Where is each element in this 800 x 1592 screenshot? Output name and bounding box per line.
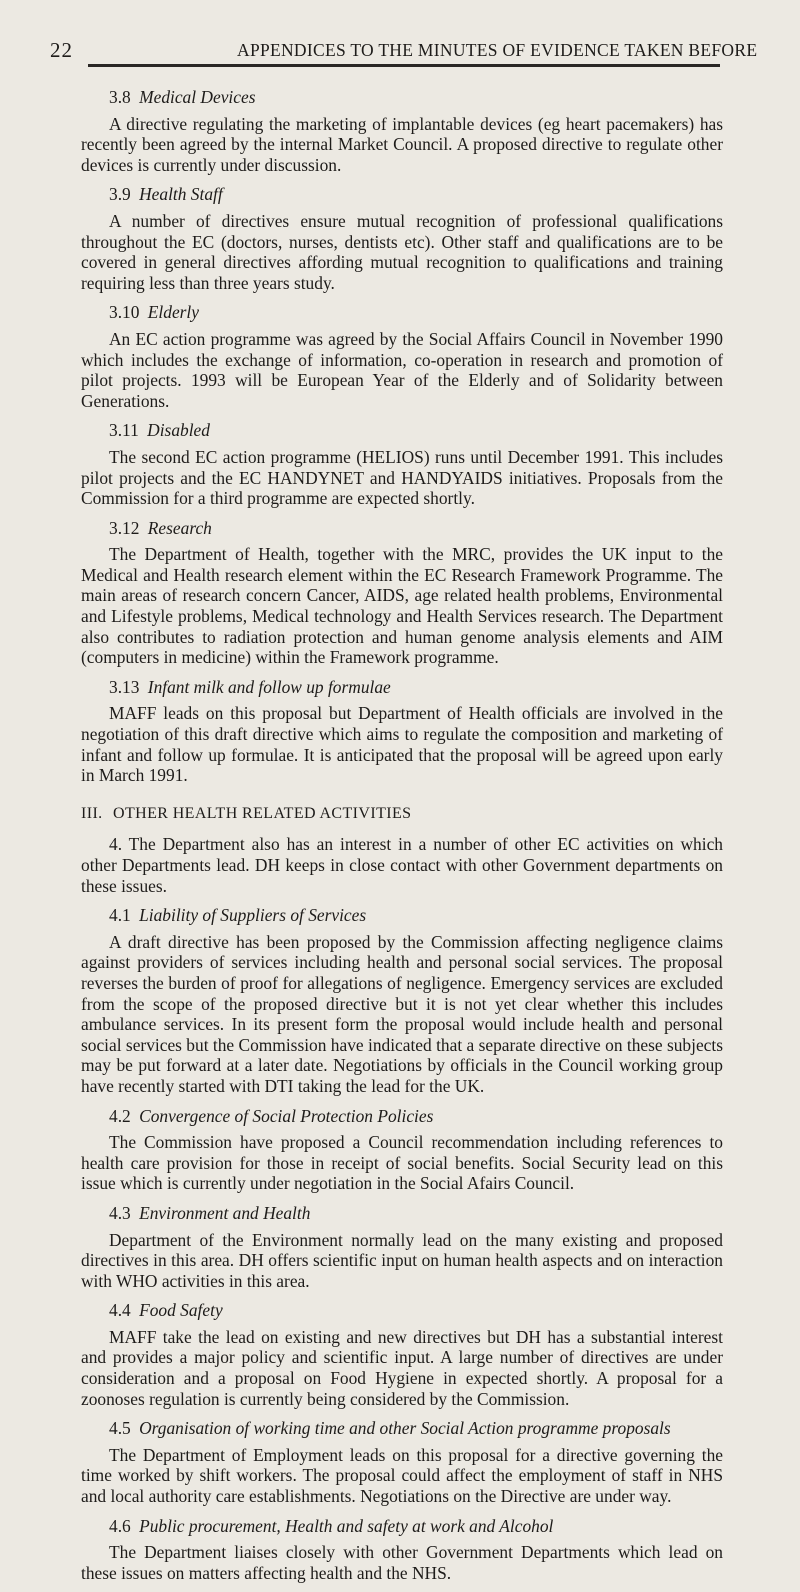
section-title: Health Staff bbox=[139, 184, 223, 205]
section-title: Medical Devices bbox=[139, 87, 256, 107]
part-heading bbox=[81, 804, 723, 825]
section-heading bbox=[109, 1106, 723, 1127]
section-heading bbox=[109, 1203, 723, 1224]
section-4-5 bbox=[81, 1418, 723, 1506]
section-title: Liability of Suppliers of Services bbox=[139, 905, 367, 926]
section-title: Disabled bbox=[147, 420, 210, 441]
section-paragraph: The Department liaises closely with other Government Departments which lead on these issues on matters affecting health and the NHS. bbox=[81, 1542, 723, 1583]
section-4-4 bbox=[81, 1300, 723, 1409]
section-3-11 bbox=[81, 420, 723, 508]
section-number: 3.12 bbox=[109, 517, 140, 538]
section-paragraph: The Department of Health, together with the MRC, provides the UK input to the Medical and Health research element within the EC Research Framework Programme. The main areas of research concern Cancer, AIDS, age related health problems, Environmental and Lifestyle problems, Medical technology and Health Services research. The Department also contributes to radiation protection and human genome analysis elements and AIM (computers in medicine) within the Framework programme. bbox=[81, 544, 723, 668]
part-intro-paragraph: 4. The Department also has an interest in a number of other EC activities on which other Departments lead. DH keeps in close contact with other Government departments on these issues. bbox=[81, 834, 723, 896]
section-paragraph: The Commission have proposed a Council recommendation including references to health care provision for those in receipt of social benefits. Social Security lead on this issue which is currently under negotiation in the Social Afairs Council. bbox=[81, 1132, 723, 1194]
section-heading bbox=[109, 184, 723, 205]
section-title: Convergence of Social Protection Policies bbox=[139, 1105, 434, 1126]
section-paragraph: MAFF take the lead on existing and new directives but DH has a substantial interest and provides a major policy and scientific input. A large number of directives are under consideration and a proposal on Food Hygiene in expected shortly. A proposal for a zoonoses regulation is currently being considered by the Commission. bbox=[81, 1326, 723, 1409]
section-heading bbox=[109, 1418, 723, 1439]
section-heading bbox=[109, 420, 723, 441]
section-heading bbox=[109, 518, 723, 539]
section-number: 3.11 bbox=[109, 420, 139, 441]
section-number: 4.5 bbox=[109, 1418, 131, 1439]
page-body bbox=[81, 87, 723, 1592]
section-title: Organisation of working time and other Social Action programme proposals bbox=[139, 1418, 671, 1439]
section-heading bbox=[109, 1516, 723, 1537]
section-paragraph: The Department of Employment leads on this proposal for a directive governing the time worked by shift workers. The proposal could affect the employment of staff in NHS and local authority care establishments. Negotiations on the Directive are under way. bbox=[81, 1444, 723, 1507]
section-number: 3.10 bbox=[109, 302, 140, 323]
section-heading bbox=[109, 302, 723, 323]
running-head: APPENDICES TO THE MINUTES OF EVIDENCE TAKEN BEFORE bbox=[237, 40, 758, 60]
section-paragraph: The second EC action programme (HELIOS) runs until December 1991. This includes pilot projects and the EC HANDYNET and HANDYAIDS initiatives. Proposals from the Commission for a third programme are expected shortly. bbox=[81, 446, 723, 509]
section-paragraph: Department of the Environment normally lead on the many existing and proposed directives in this area. DH offers scientific input on human health aspects and on interaction with WHO activities in this area. bbox=[81, 1229, 723, 1291]
part-number: III. bbox=[81, 804, 103, 822]
section-4-3 bbox=[81, 1203, 723, 1291]
section-4-1 bbox=[81, 905, 723, 1096]
section-heading bbox=[109, 905, 723, 926]
section-heading bbox=[109, 87, 723, 108]
page-header bbox=[0, 38, 800, 64]
header-rule bbox=[88, 64, 720, 67]
section-title: Elderly bbox=[147, 302, 199, 323]
section-paragraph: MAFF leads on this proposal but Department of Health officials are involved in the negotiation of this draft directive which aims to regulate the composition and marketing of infant and follow up formulae. It is anticipated that the proposal will be agreed upon early in March 1991. bbox=[81, 703, 723, 786]
section-number: 4.3 bbox=[109, 1202, 131, 1223]
section-3-8 bbox=[81, 87, 723, 175]
section-paragraph: A number of directives ensure mutual recognition of professional qualifications throughout the EC (doctors, nurses, dentists etc). Other staff and qualifications are to be covered in general directives affording mutual recognition to qualifications and training requiring less than three years study. bbox=[81, 210, 723, 293]
section-number: 4.1 bbox=[109, 905, 131, 926]
section-number: 4.6 bbox=[109, 1515, 131, 1536]
section-title: Public procurement, Health and safety at work and Alcohol bbox=[139, 1515, 554, 1536]
section-title: Food Safety bbox=[139, 1300, 223, 1321]
section-number: 4.4 bbox=[109, 1300, 131, 1321]
section-title: Research bbox=[147, 517, 212, 538]
section-number: 3.8 bbox=[109, 87, 131, 107]
section-3-10 bbox=[81, 302, 723, 411]
section-number: 3.13 bbox=[109, 676, 140, 697]
section-number: 4.2 bbox=[109, 1105, 131, 1126]
section-title: Environment and Health bbox=[139, 1202, 311, 1223]
section-number: 3.9 bbox=[109, 184, 131, 205]
section-3-13 bbox=[81, 677, 723, 786]
section-heading bbox=[109, 1300, 723, 1321]
page-number: 22 bbox=[50, 38, 73, 62]
section-3-12 bbox=[81, 518, 723, 668]
section-title: Infant milk and follow up formulae bbox=[147, 676, 391, 697]
section-4-6 bbox=[81, 1516, 723, 1584]
section-paragraph: A directive regulating the marketing of implantable devices (eg heart pacemakers) has recently been agreed by the internal Market Council. A proposed directive to regulate other devices is currently under discussion. bbox=[81, 113, 723, 175]
part-title: OTHER HEALTH RELATED ACTIVITIES bbox=[113, 804, 412, 822]
section-paragraph: A draft directive has been proposed by the Commission affecting negligence claims against providers of services including health and personal social services. The proposal reverses the burden of proof for allegations of negligence. Emergency services are excluded from the scope of the proposed directive but it is not yet clear whether this includes ambulance services. In its present form the proposal would include health and personal social services but the Commission have indicated that a separate directive on these subjects may be put forward at a later date. Negotiations by officials in the Council working group have recently started with DTI taking the lead for the UK. bbox=[81, 931, 723, 1096]
section-4-2 bbox=[81, 1106, 723, 1194]
section-heading bbox=[109, 677, 723, 698]
section-3-9 bbox=[81, 184, 723, 293]
section-paragraph: An EC action programme was agreed by the Social Affairs Council in November 1990 which includes the exchange of information, co-operation in research and promotion of pilot projects. 1993 will be European Year of the Elderly and of Solidarity between Generations. bbox=[81, 328, 723, 411]
